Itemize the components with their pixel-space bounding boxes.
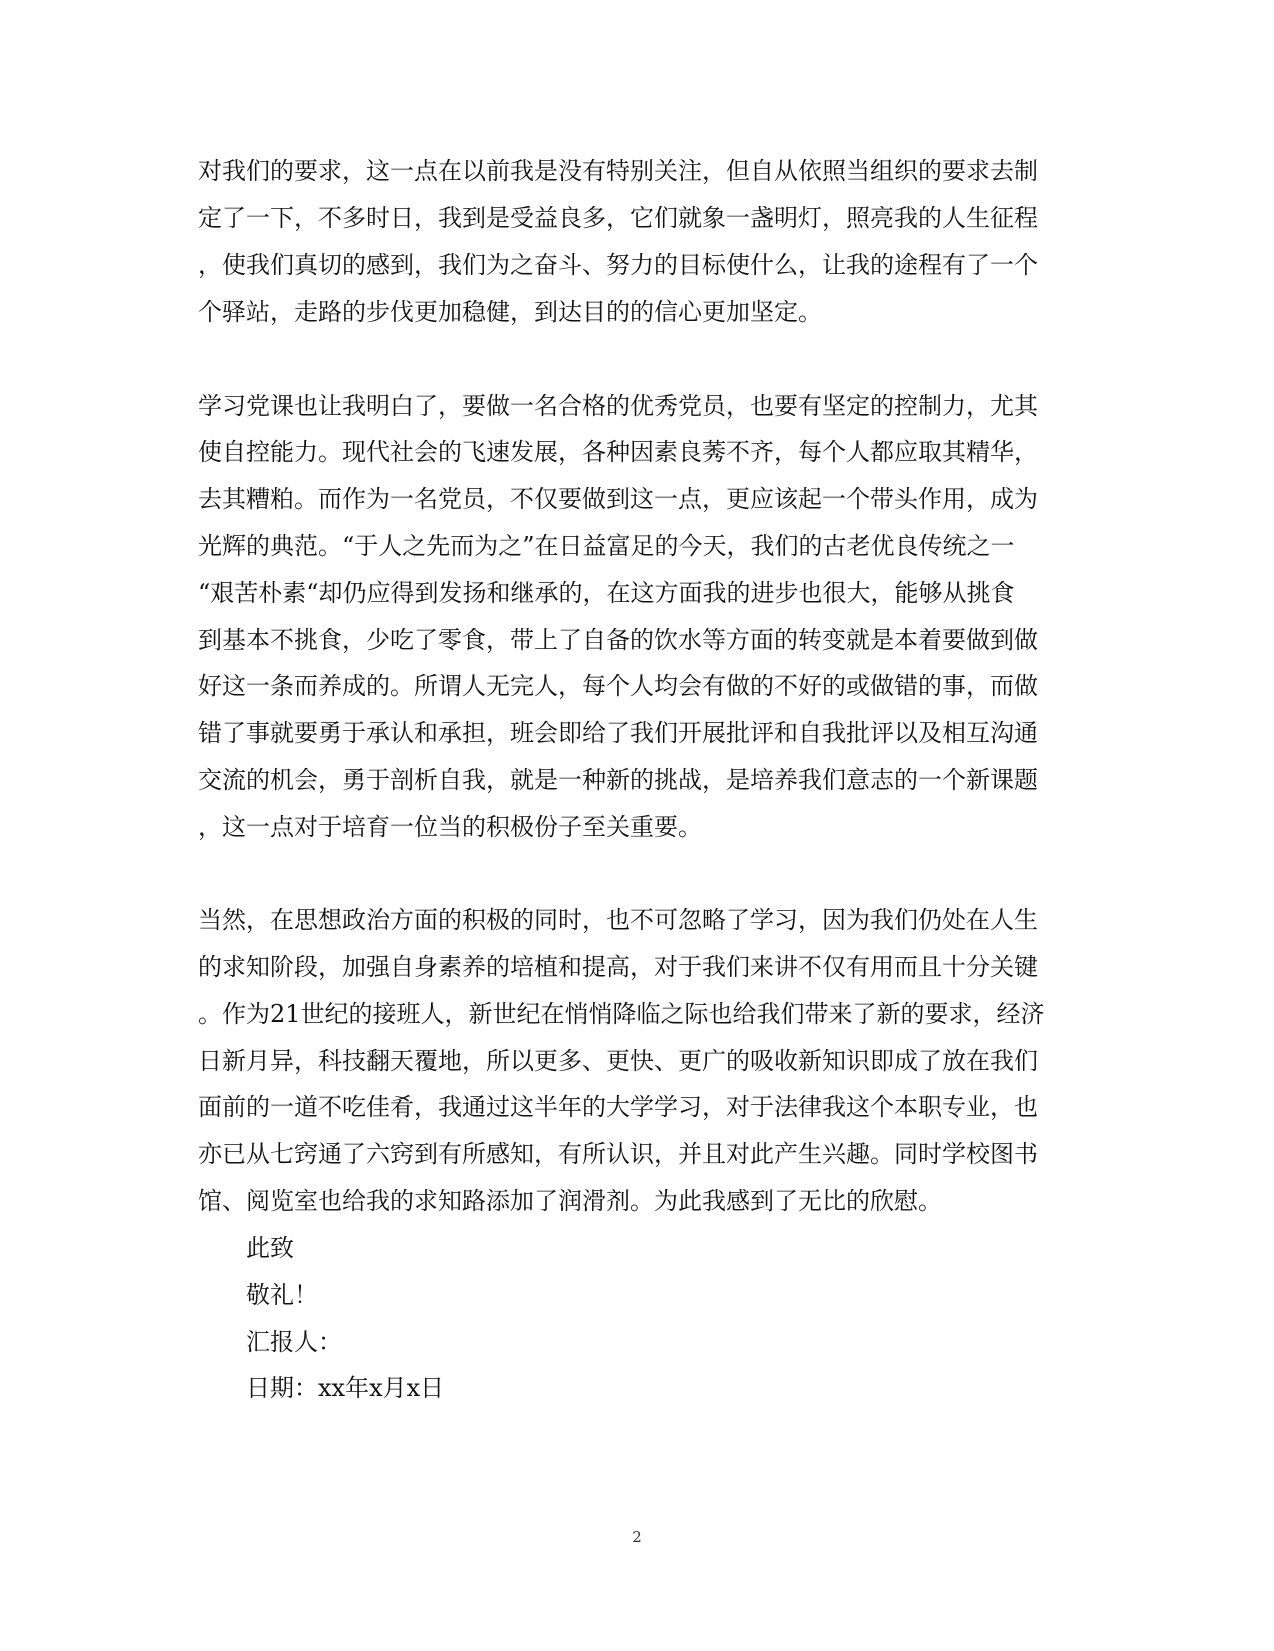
paragraph-3-line-5: 面前的一道不吃佳肴，我通过这半年的大学学习，对于法律我这个本职专业，也	[198, 1093, 1038, 1121]
paragraph-2-line-3: 去其糟粕。而作为一名党员，不仅要做到这一点，更应该起一个带头作用，成为	[198, 485, 1038, 513]
paragraph-3-line-4: 日新月异，科技翻天覆地，所以更多、更快、更广的吸收新知识即成了放在我们	[198, 1047, 1038, 1075]
paragraph-2-line-7: 好这一条而养成的。所谓人无完人，每个人均会有做的不好的或做错的事，而做	[198, 672, 1038, 700]
paragraph-3-line-2: 的求知阶段，加强自身素养的培植和提高，对于我们来讲不仅有用而且十分关键	[198, 953, 1038, 981]
paragraph-3-line-3: 。作为21世纪的接班人，新世纪在悄悄降临之际也给我们带来了新的要求，经济	[198, 1000, 1045, 1028]
paragraph-2-line-2: 使自控能力。现代社会的飞速发展，各种因素良莠不齐，每个人都应取其精华，	[198, 438, 1038, 466]
paragraph-1-line-3: ，使我们真切的感到，我们为之奋斗、努力的目标使什么，让我的途程有了一个	[198, 251, 1038, 279]
closing-reporter: 汇报人：	[246, 1328, 342, 1356]
closing-respect: 敬礼！	[246, 1281, 318, 1309]
closing-date: 日期：xx年x月x日	[246, 1374, 445, 1402]
paragraph-3-line-6: 亦已从七窍通了六窍到有所感知，有所认识，并且对此产生兴趣。同时学校图书	[198, 1140, 1038, 1168]
paragraph-2-line-9: 交流的机会，勇于剖析自我，就是一种新的挑战，是培养我们意志的一个新课题	[198, 766, 1038, 794]
paragraph-2-line-5: “艰苦朴素“却仍应得到发扬和继承的，在这方面我的进步也很大，能够从挑食	[198, 579, 1015, 607]
paragraph-1-line-2: 定了一下，不多时日，我到是受益良多，它们就象一盏明灯，照亮我的人生征程	[198, 204, 1038, 232]
paragraph-2-line-6: 到基本不挑食，少吃了零食，带上了自备的饮水等方面的转变就是本着要做到做	[198, 626, 1038, 654]
paragraph-2-line-4: 光辉的典范。“于人之先而为之”在日益富足的今天，我们的古老优良传统之一	[198, 532, 1015, 560]
paragraph-3-line-7: 馆、阅览室也给我的求知路添加了润滑剂。为此我感到了无比的欣慰。	[198, 1187, 942, 1215]
closing-salutation: 此致	[246, 1234, 294, 1262]
paragraph-2-line-10: ，这一点对于培育一位当的积极份子至关重要。	[198, 813, 702, 841]
paragraph-1-line-1: 对我们的要求，这一点在以前我是没有特别关注，但自从依照当组织的要求去制	[198, 157, 1038, 185]
page-number: 2	[632, 1528, 642, 1546]
paragraph-3-line-1: 当然，在思想政治方面的积极的同时，也不可忽略了学习，因为我们仍处在人生	[198, 906, 1038, 934]
paragraph-2-line-1: 学习党课也让我明白了，要做一名合格的优秀党员，也要有坚定的控制力，尤其	[198, 392, 1038, 420]
paragraph-1-line-4: 个驿站，走路的步伐更加稳健，到达目的的信心更加坚定。	[198, 298, 822, 326]
paragraph-2-line-8: 错了事就要勇于承认和承担，班会即给了我们开展批评和自我批评以及相互沟通	[198, 719, 1038, 747]
